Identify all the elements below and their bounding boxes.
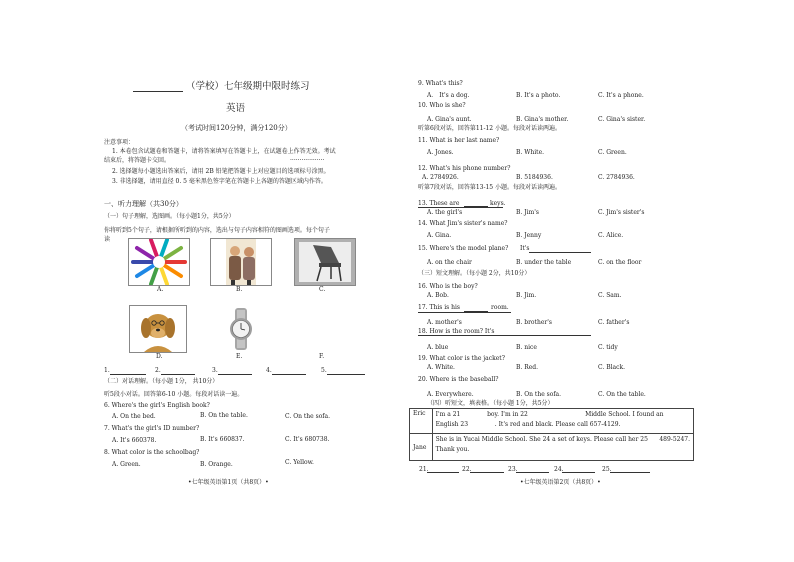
answer-blank[interactable] — [272, 374, 306, 375]
picture-b-elderly-couple — [210, 238, 272, 286]
option-a[interactable]: A. It's 660378. — [112, 437, 157, 444]
answer-rule — [418, 207, 503, 208]
question-text-end: room. — [491, 304, 509, 311]
question-text: 14. What Jim's sister's name? — [418, 220, 508, 227]
question-text: 15. Where's the model plane? — [418, 245, 509, 252]
option-c[interactable]: C. Sam. — [598, 292, 622, 299]
part-heading: （二）对话理解。（每小题 1分， 共10分） — [104, 378, 219, 385]
option-a[interactable]: A. 2784926. — [422, 174, 459, 181]
option-b[interactable]: B. Jenny — [516, 232, 542, 239]
page-footer: •七年级英语第1页（共8页）• — [188, 479, 269, 486]
answer-blank[interactable] — [327, 374, 365, 375]
picture-label: E. — [236, 353, 243, 360]
option-c[interactable]: C. Jim's sister's — [598, 209, 645, 216]
option-c[interactable]: C. It's 680738. — [285, 436, 330, 443]
answer-blank[interactable] — [470, 472, 504, 473]
option-b[interactable]: B. brother's — [516, 319, 552, 326]
answer-blank[interactable] — [610, 472, 650, 473]
option-c[interactable]: C. On the table. — [598, 391, 646, 398]
option-b[interactable]: B. It's a photo. — [516, 92, 561, 99]
table-line: Thank you. — [435, 446, 470, 453]
option-a[interactable]: A. the girl's — [427, 209, 463, 216]
option-b[interactable]: B. Orange. — [200, 461, 233, 468]
option-a[interactable]: A. Gina's aunt. — [427, 116, 472, 123]
instruction-text: 读 — [104, 236, 111, 243]
page-footer: •七年级英语第2页（共8页）• — [520, 479, 601, 486]
option-b[interactable]: B. Gina's mother. — [516, 116, 569, 123]
option-c[interactable]: C. Yellow. — [285, 459, 314, 466]
option-c[interactable]: C. Green. — [598, 149, 627, 156]
table-row — [410, 409, 694, 434]
question-text: 9. What's this? — [418, 80, 463, 87]
answer-number: 2. — [155, 367, 161, 374]
question-text: 6. Where's the girl's English book? — [104, 402, 210, 409]
exam-info: （考试时间120分钟，满分120分） — [181, 124, 292, 132]
table-cell-text — [432, 409, 693, 434]
title-blank-line — [133, 85, 183, 92]
answer-rule — [418, 312, 511, 313]
option-b[interactable]: B. On the table. — [200, 412, 248, 419]
question-text: 20. Where is the baseball? — [418, 376, 499, 383]
part-heading: （三）短文理解。（每小题 2分，共10分） — [418, 270, 531, 277]
table-row — [410, 434, 694, 461]
option-c[interactable]: C. tidy — [598, 344, 618, 351]
instruction-text: 听第7段对话，回答第13-15 小题。每段对话读两遍。 — [418, 184, 562, 191]
answer-rule — [418, 335, 591, 336]
dotted-leader: ·················· — [290, 157, 325, 164]
picture-d-dog — [129, 305, 187, 353]
notes-heading: 注意事项： — [104, 139, 135, 146]
answer-blank[interactable] — [110, 374, 146, 375]
option-a[interactable]: A. Everywhere. — [427, 391, 474, 398]
option-b[interactable]: B. White. — [516, 149, 545, 156]
option-a[interactable]: A. Jones. — [427, 149, 454, 156]
fill-in-table — [409, 408, 694, 461]
picture-label: D. — [156, 353, 163, 360]
option-a[interactable]: A. White. — [427, 364, 455, 371]
page-title: （学校）七年级期中限时练习 — [186, 81, 310, 92]
option-c[interactable]: C. 2784936. — [598, 174, 635, 181]
page-right — [397, 0, 794, 562]
answer-number: 25. — [602, 466, 612, 473]
answer-number: 1. — [104, 367, 110, 374]
note-line: 2. 选择题每小题选出答案后，请用 2B 铅笔把答题卡上对应题目的选项标号涂黑。 — [112, 168, 330, 175]
answer-number: 24. — [554, 466, 564, 473]
picture-label: A. — [157, 286, 164, 293]
table-line: I'm a 21 boy. I'm in 22 Middle School. I found an — [435, 411, 664, 418]
answer-blank[interactable] — [516, 472, 549, 473]
option-a[interactable]: A. Gina. — [427, 232, 452, 239]
question-text: 10. Who is she? — [418, 102, 466, 109]
question-text-mid: It's — [520, 245, 530, 252]
question-text: 18. How is the room? It's — [418, 328, 495, 335]
question-text: 7. What's the girl's ID number? — [104, 425, 200, 432]
picture-label: F. — [319, 353, 325, 360]
instruction-text: 听5段小对话。回答第6-10 小题。每段对话读一遍。 — [104, 391, 244, 398]
picture-label: C. — [319, 286, 326, 293]
question-text: 12. What's his phone number? — [418, 165, 511, 172]
picture-a-colored-pencils — [128, 238, 190, 286]
part-heading: （四）听短文，填表格。（每小题 1分，共5分） — [427, 400, 554, 407]
option-c[interactable]: C. It's a phone. — [598, 92, 644, 99]
option-a[interactable]: A. on the chair — [427, 259, 472, 266]
question-blank — [529, 252, 591, 253]
option-a[interactable]: A. Green. — [112, 461, 141, 468]
option-b[interactable]: B. Red. — [516, 364, 539, 371]
instruction-text: 听第6段对话，回答第11-12 小题。每段对话读两遍。 — [418, 125, 562, 132]
table-cell-name: Eric — [410, 409, 433, 434]
picture-e-watch — [212, 305, 270, 353]
option-c[interactable]: C. father's — [598, 319, 630, 326]
answer-number: 21. — [419, 466, 429, 473]
option-a[interactable]: A. On the bed. — [112, 413, 156, 420]
answer-number: 22. — [462, 466, 472, 473]
option-c[interactable]: C. on the floor — [598, 259, 642, 266]
note-line: 结束后，将答题卡交回。 — [104, 157, 171, 164]
question-text-end: keys. — [490, 200, 506, 207]
picture-c-chair — [294, 238, 356, 286]
option-b[interactable]: B. It's 660837. — [200, 436, 245, 443]
answer-number: 3. — [212, 367, 218, 374]
answer-number: 5. — [321, 367, 327, 374]
option-c[interactable]: C. Alice. — [598, 232, 624, 239]
question-text: 17. This is his — [418, 304, 460, 311]
option-a[interactable]: A. mother's — [427, 319, 462, 326]
option-b[interactable]: B. nice — [516, 344, 537, 351]
answer-blank[interactable] — [562, 472, 595, 473]
question-text: 8. What color is the schoolbag? — [104, 449, 200, 456]
answer-number: 23. — [508, 466, 518, 473]
option-a[interactable]: A. Bob. — [427, 292, 449, 299]
option-a[interactable]: A. blue — [427, 344, 449, 351]
note-line: 3. 非选择题，请用直径 0. 5 毫米黑色签字笔在答题卡上各题的答题区域内作答。 — [112, 178, 327, 185]
answer-number: 4. — [266, 367, 272, 374]
option-b[interactable]: B. Jim's — [516, 209, 539, 216]
instruction-text: 你将听到5个句子，请根据所听到的内容，选出与句子内容相符的图画选项。每个句子 — [104, 227, 330, 234]
option-a[interactable]: A． It's a dog. — [427, 92, 470, 99]
question-text: 11. What is her last name? — [418, 137, 500, 144]
section-heading: 一、听力理解（共30分） — [104, 200, 183, 208]
question-text: 19. What color is the jacket? — [418, 355, 505, 362]
answer-blank[interactable] — [427, 472, 459, 473]
part-heading: （一）句子理解，选图画。（每小题1分，共5分） — [104, 213, 235, 220]
note-line: 1. 本卷包含试题卷和答题卡，请将答案填写在答题卡上，在试题卷上作答无效。考试 — [112, 148, 336, 155]
option-c[interactable]: C. On the sofa. — [285, 413, 331, 420]
option-c[interactable]: C. Black. — [598, 364, 625, 371]
answer-blank[interactable] — [218, 374, 252, 375]
option-b[interactable]: B. On the sofa. — [516, 391, 562, 398]
option-c[interactable]: C. Gina's sister. — [598, 116, 646, 123]
table-line: English 23 . It's red and black. Please call 657-4129. — [435, 421, 621, 428]
answer-blank[interactable] — [161, 374, 195, 375]
question-text: 16. Who is the boy? — [418, 283, 478, 290]
question-text: 13. These are — [418, 200, 460, 207]
table-cell-name: Jane — [410, 434, 433, 461]
table-cell-text — [432, 434, 693, 461]
option-b[interactable]: B. 5184936. — [516, 174, 553, 181]
option-b[interactable]: B. under the table — [516, 259, 572, 266]
option-b[interactable]: B. Jim. — [516, 292, 537, 299]
table-line: She is in Yucai Middle School. She 24 a set of keys. Please call her 25 489-5247. — [435, 436, 690, 443]
subject-title: 英语 — [226, 103, 246, 114]
picture-label: B. — [236, 286, 243, 293]
